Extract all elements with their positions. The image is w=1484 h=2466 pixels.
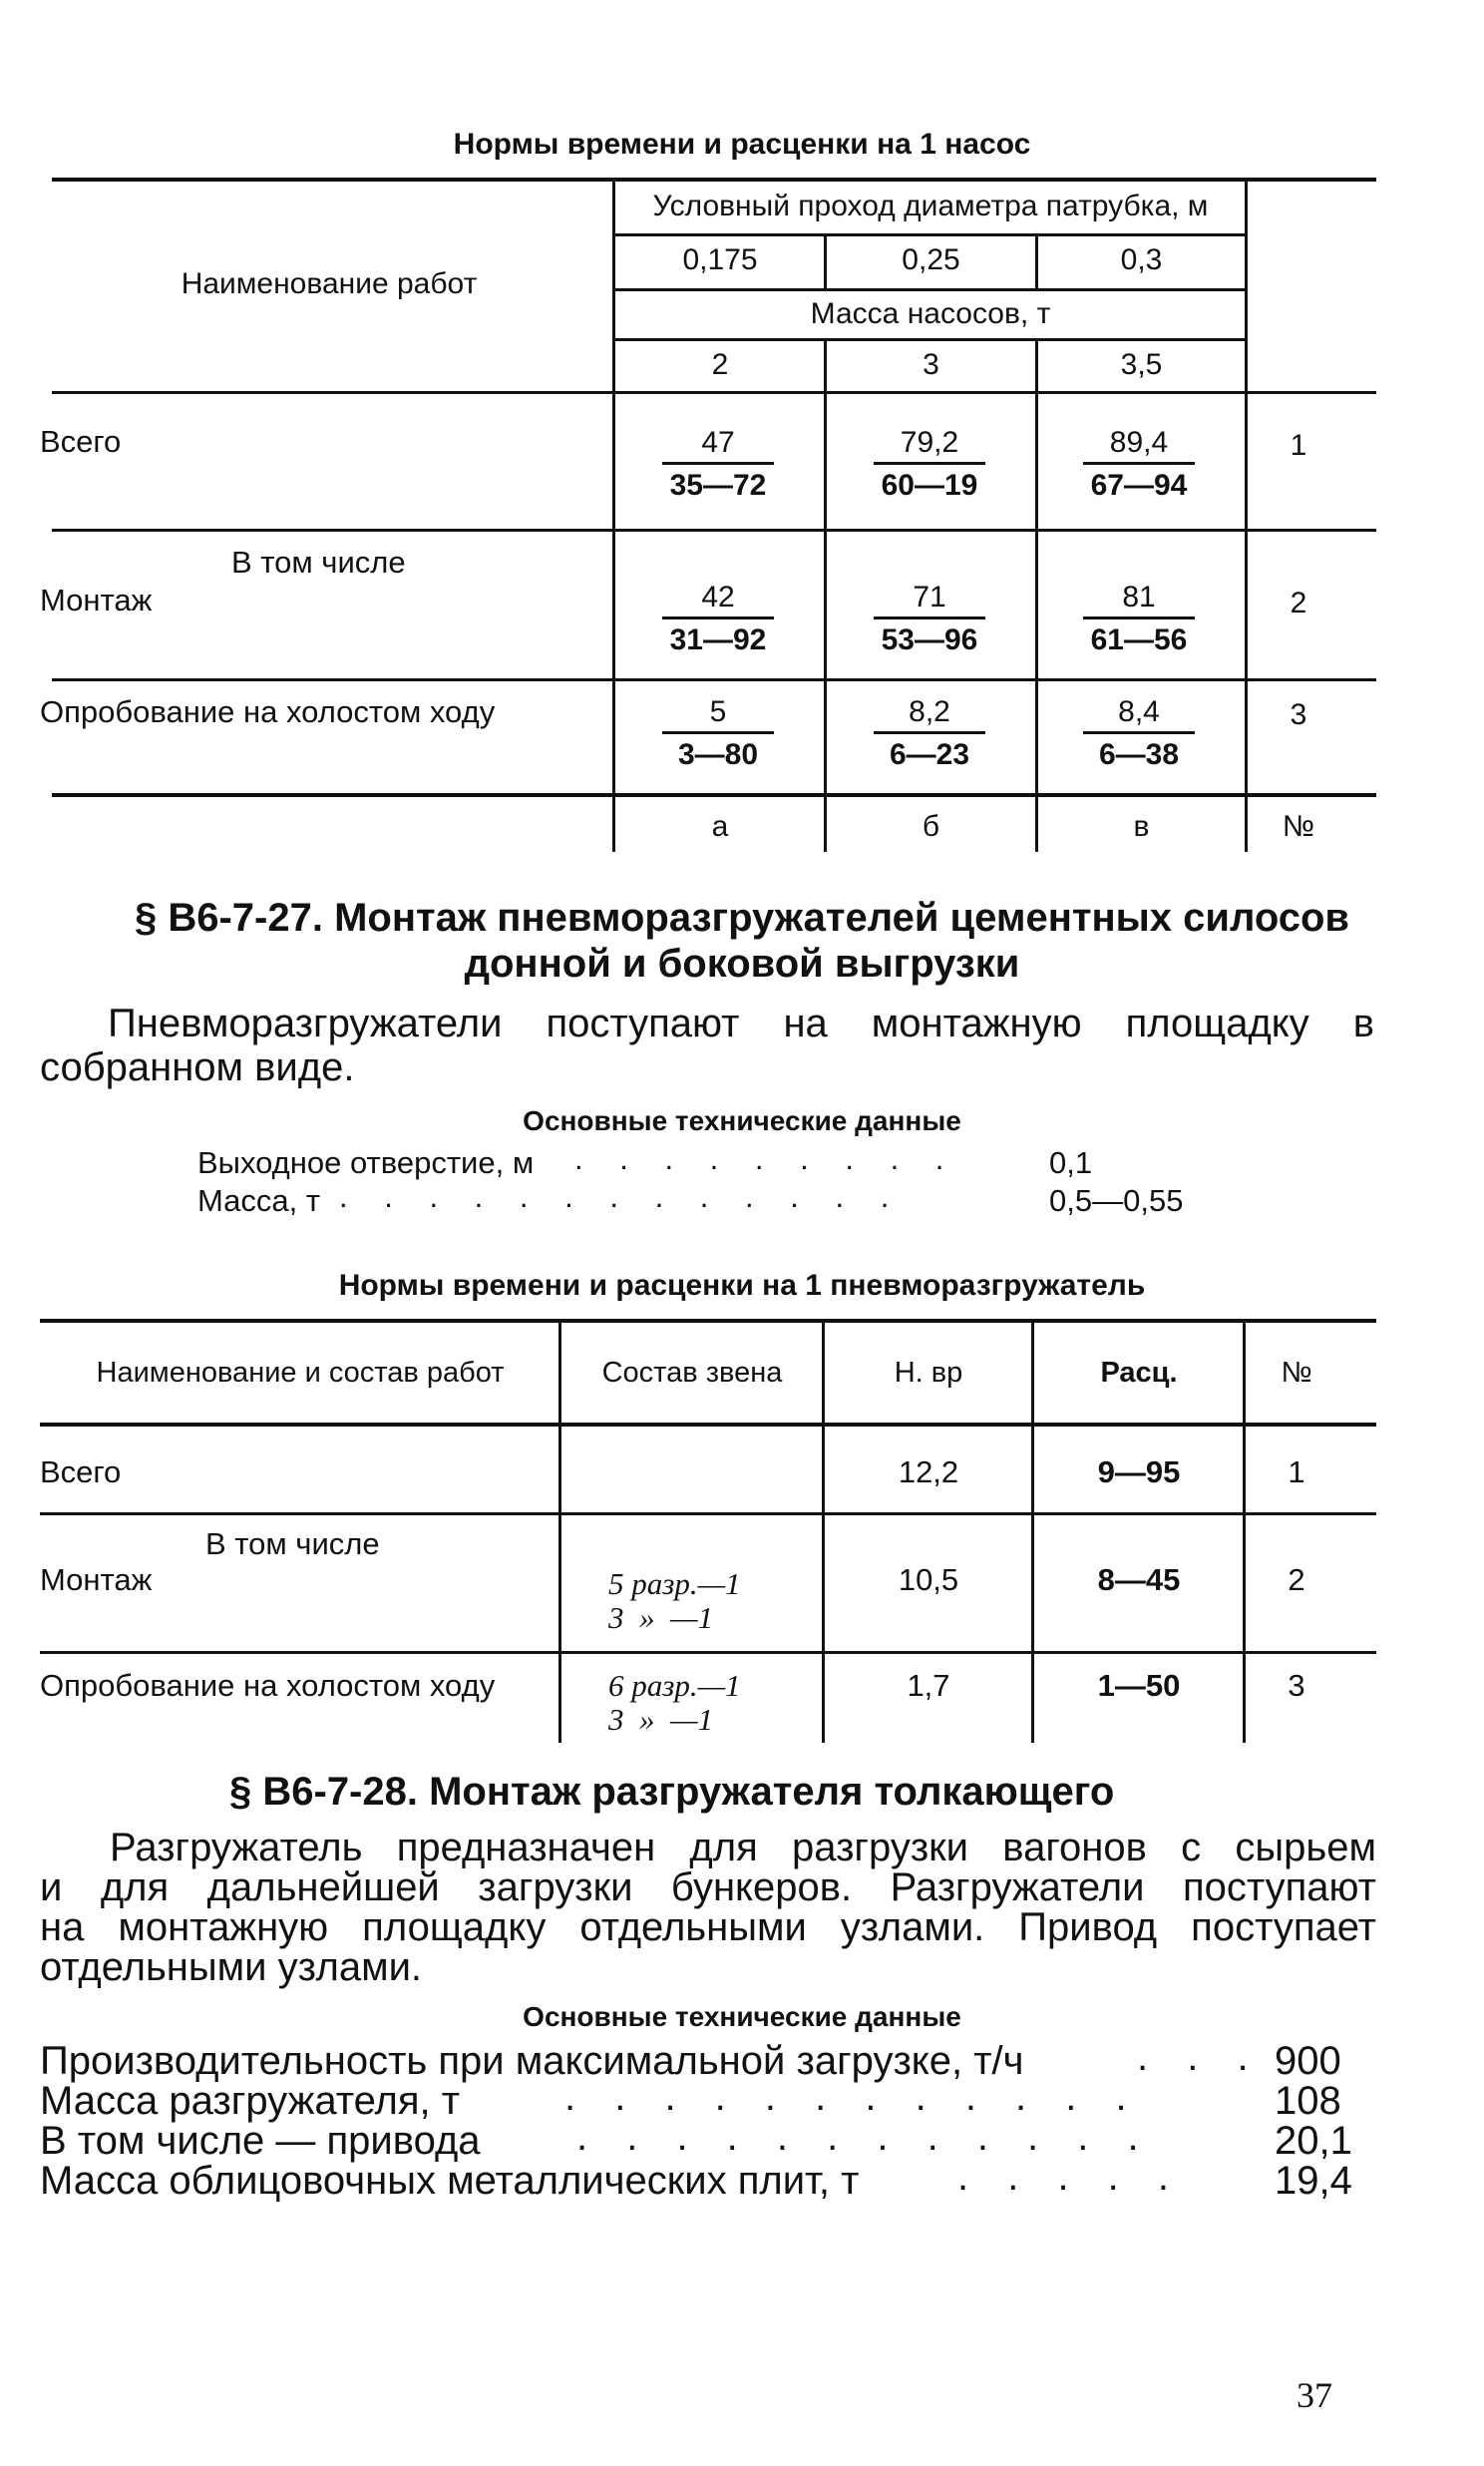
row-number: 2 [1288, 1562, 1305, 1597]
spec-value: 0,5—0,55 [1049, 1183, 1184, 1218]
fraction-cell: $\frac{47}{35—72}$ [648, 424, 788, 507]
mass-a: 2 [711, 348, 729, 381]
table2-header-price: Расц. [1100, 1357, 1178, 1389]
section1-text-line2: собранном виде. [40, 1045, 355, 1089]
crew-line: 5 разр.—1 [608, 1566, 741, 1601]
price-value: 1—50 [1097, 1668, 1181, 1703]
row-label-total: Всего [40, 1454, 122, 1489]
spec-label: Масса разгружателя, т [40, 2079, 461, 2123]
section1-title-line1: § В6-7-27. Монтаж пневморазгружателей цементных силосов [134, 896, 1350, 940]
row-label-mounting: Монтаж [40, 1562, 153, 1597]
row-number: 3 [1290, 698, 1307, 731]
fraction-cell: $\frac{8,4}{6—38}$ [1069, 693, 1209, 776]
table2-header-time: Н. вр [894, 1357, 963, 1389]
table1-group-header: Условный проход диаметра патрубка, м [652, 190, 1209, 222]
section1-spec-title: Основные технические данные [523, 1105, 961, 1136]
row-label-total: Всего [40, 424, 122, 459]
fraction-cell: $\frac{42}{31—92}$ [648, 579, 788, 661]
table2-caption: Нормы времени и расценки на 1 пневморазгружатель [338, 1269, 1146, 1302]
price-value: 8—45 [1097, 1562, 1181, 1597]
col-letter: № [1282, 810, 1315, 843]
col-letter: б [922, 810, 940, 843]
section2-text-line: Разгружатель предназначен для разгрузки вагонов с сырьем [110, 1826, 1376, 1869]
time-value: 10,5 [898, 1562, 959, 1597]
fraction-cell: $\frac{5}{3—80}$ [648, 693, 788, 776]
table1-name-header: Наименование работ [181, 267, 478, 300]
spec-value: 900 [1275, 2039, 1341, 2083]
fraction-cell: $\frac{71}{53—96}$ [860, 579, 999, 661]
section2-spec-title: Основные технические данные [523, 2001, 961, 2032]
row-number: 1 [1288, 1454, 1305, 1489]
spec-label: В том числе — привода [40, 2119, 481, 2163]
time-value: 12,2 [898, 1454, 959, 1489]
table1-mass-header: Масса насосов, т [810, 297, 1051, 330]
spec-label: Масса облицовочных металлических плит, т [40, 2159, 860, 2203]
row-label-testing: Опробование на холостом ходу [40, 694, 496, 729]
spec-label: Выходное отверстие, м [197, 1145, 535, 1180]
spec-value: 108 [1275, 2079, 1341, 2123]
diameter-a: 0,175 [682, 243, 758, 276]
diameter-b: 0,25 [902, 243, 960, 276]
page-number: 37 [1297, 2375, 1332, 2415]
spec-label: Масса, т [197, 1183, 321, 1218]
table2-header-name: Наименование и состав работ [96, 1357, 505, 1389]
row-label-testing: Опробование на холостом ходу [40, 1668, 496, 1703]
row-sublabel: В том числе [231, 545, 406, 580]
col-letter: а [711, 810, 729, 843]
section2-title: § В6-7-28. Монтаж разгружателя толкающего [229, 1770, 1115, 1814]
section1-title-line2: донной и боковой выгрузки [464, 942, 1020, 986]
col-letter: в [1133, 810, 1150, 843]
spec-value: 0,1 [1049, 1145, 1093, 1180]
section1-text-line1: Пневморазгружатели поступают на монтажную площадку в [108, 1002, 1374, 1045]
row-number: 2 [1290, 587, 1307, 619]
row-sublabel: В том числе [205, 1526, 380, 1561]
section2-text-line: и для дальнейшей загрузки бункеров. Разгружатели поступают [40, 1865, 1376, 1909]
fraction-cell: $\frac{81}{61—56}$ [1069, 579, 1209, 661]
spec-value: 19,4 [1275, 2159, 1352, 2203]
fraction-cell: $\frac{89,4}{67—94}$ [1069, 424, 1209, 507]
mass-c: 3,5 [1120, 348, 1163, 381]
table2-header-crew: Состав звена [601, 1357, 783, 1389]
row-number: 3 [1288, 1668, 1305, 1703]
crew-line: 3 » —1 [608, 1702, 714, 1737]
row-number: 1 [1290, 429, 1307, 462]
time-value: 1,7 [907, 1668, 950, 1703]
section2-text-line: отдельными узлами. [40, 1945, 423, 1989]
table2-header-no: № [1281, 1357, 1312, 1389]
diameter-c: 0,3 [1120, 243, 1163, 276]
mass-b: 3 [923, 348, 939, 381]
crew-line: 3 » —1 [608, 1600, 714, 1635]
row-label-mounting: Монтаж [40, 583, 153, 617]
section2-text-line: на монтажную площадку отдельными узлами. Привод поступает [40, 1905, 1376, 1949]
fraction-cell: $\frac{79,2}{60—19}$ [860, 424, 999, 507]
fraction-cell: $\frac{8,2}{6—23}$ [860, 693, 999, 776]
table1-caption: Нормы времени и расценки на 1 насос [453, 128, 1031, 161]
spec-label: Производительность при максимальной загрузке, т/ч [40, 2039, 1024, 2083]
crew-line: 6 разр.—1 [608, 1668, 741, 1703]
spec-value: 20,1 [1275, 2119, 1352, 2163]
price-value: 9—95 [1097, 1454, 1181, 1489]
